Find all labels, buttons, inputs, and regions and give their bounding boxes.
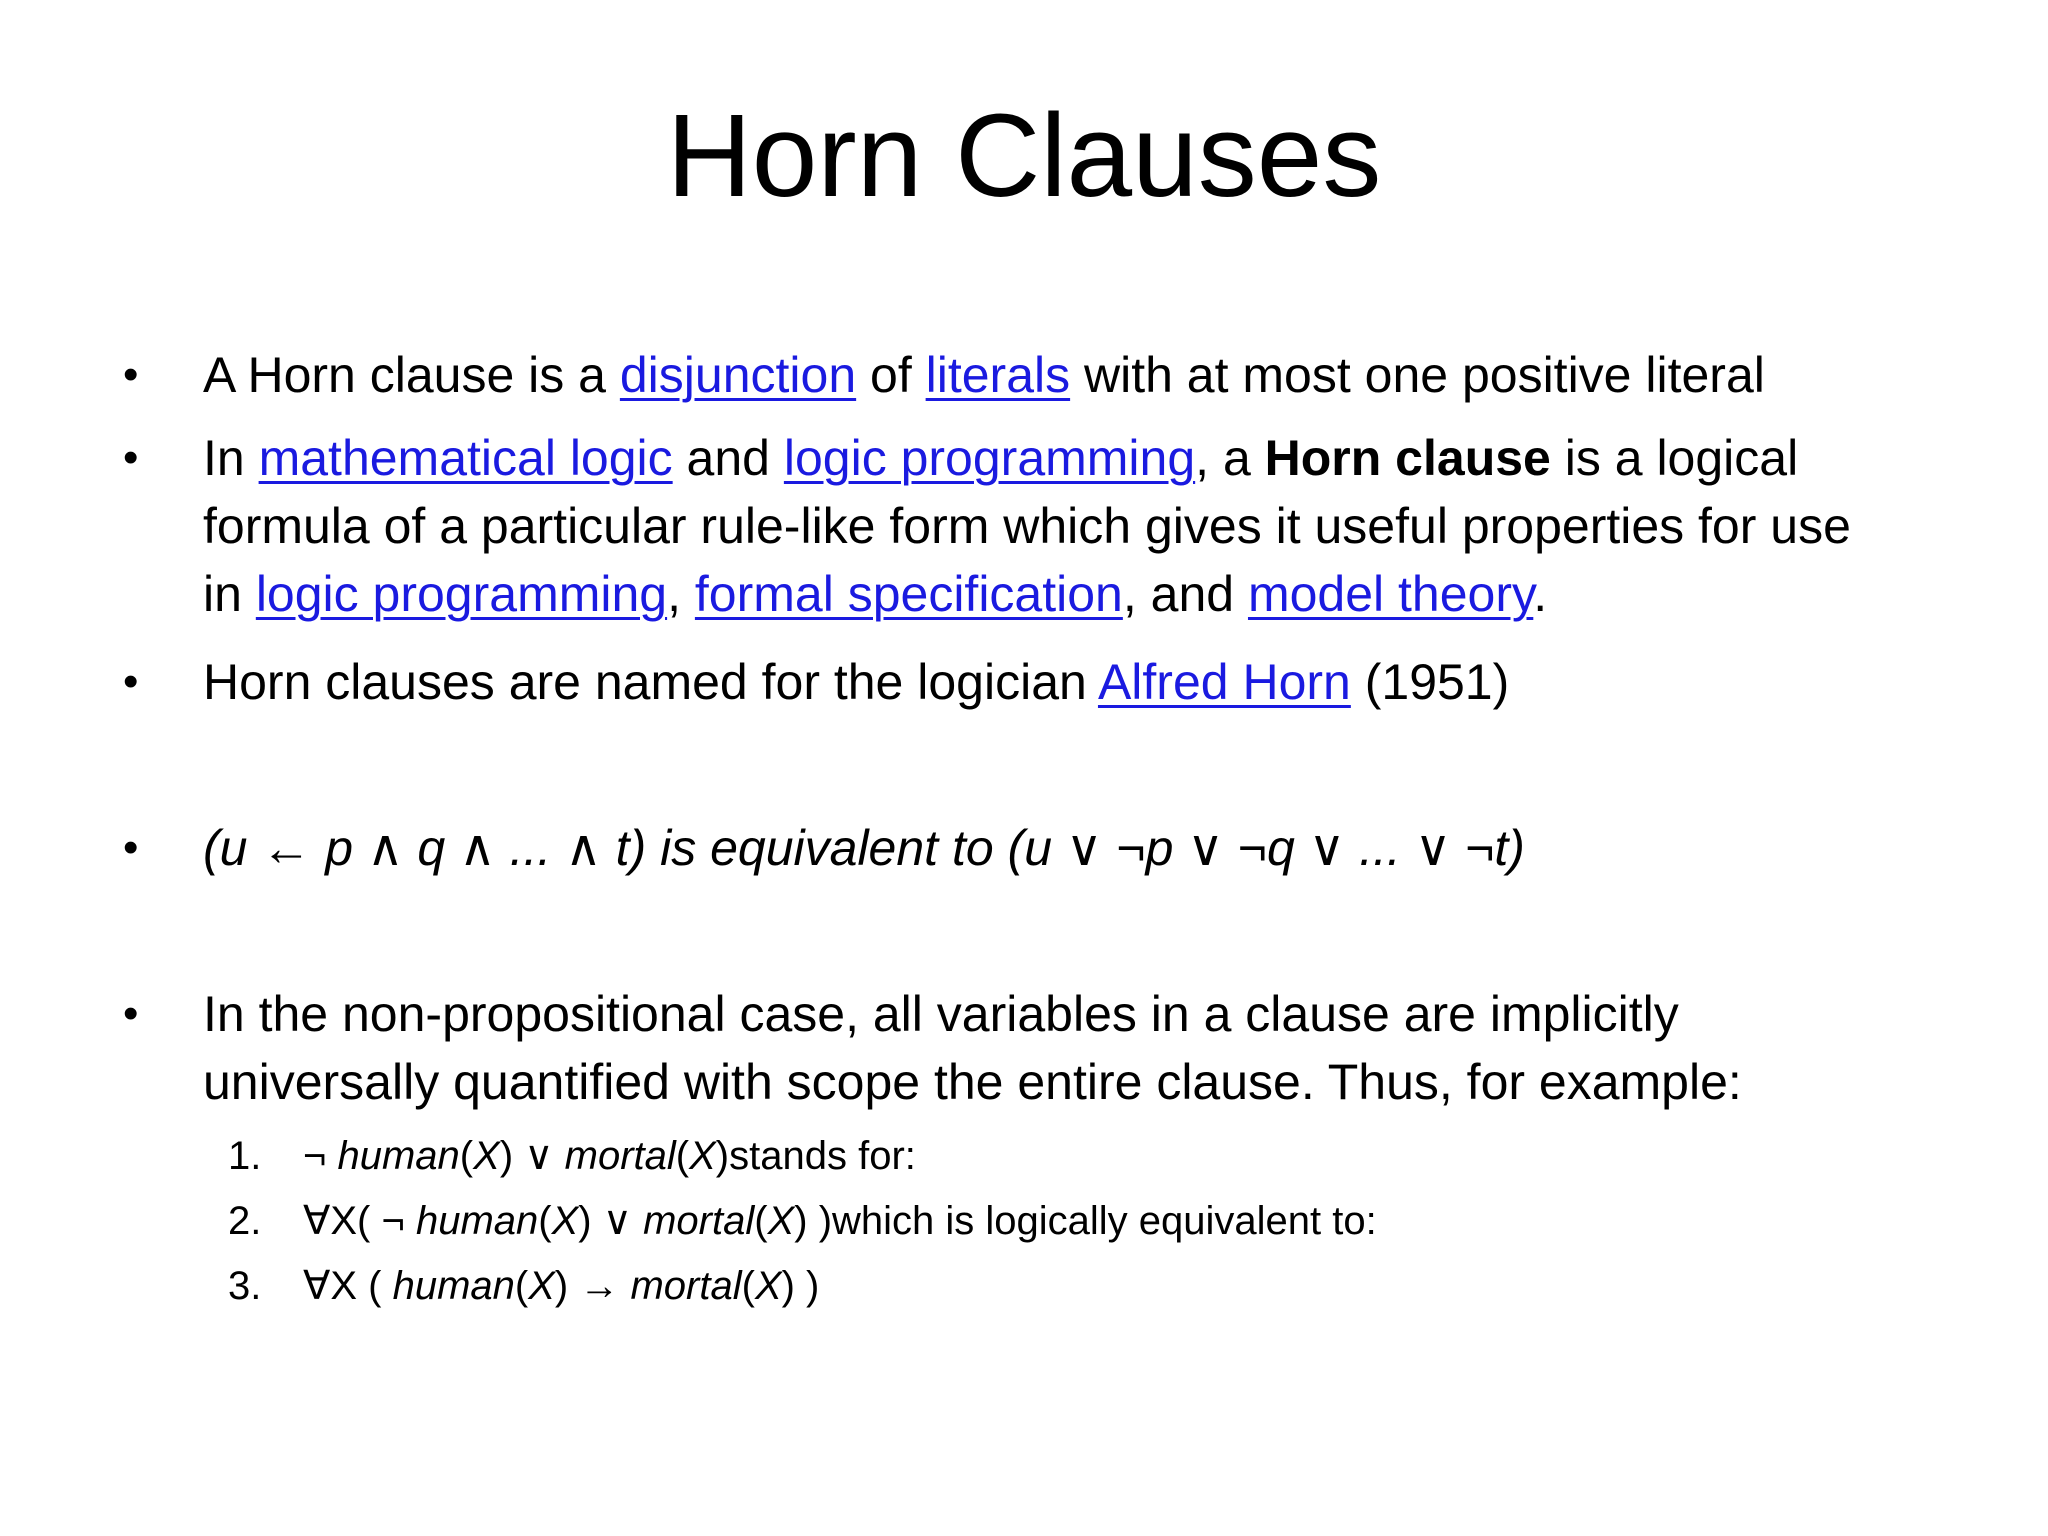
text: mortal <box>643 1199 755 1243</box>
text: . <box>1533 566 1548 622</box>
text: ∀X( ¬ <box>303 1199 416 1243</box>
text: ) ∨ <box>578 1199 644 1243</box>
bullet-item-4 <box>123 814 1903 882</box>
text: In the non-propositional case, all variables in a clause are implicitly universally quantified with scope the entire clause. Thus, for example: <box>203 986 1742 1110</box>
text: with at most one positive literal <box>1070 347 1765 403</box>
text: ( <box>459 1134 474 1178</box>
link-literals[interactable]: literals <box>925 347 1071 403</box>
text: mortal <box>564 1134 676 1178</box>
text: of <box>856 347 926 403</box>
text: ( <box>741 1264 755 1308</box>
bullet-item-3 <box>123 648 1903 716</box>
text: , and <box>1122 566 1248 622</box>
text: Horn clauses are named for the logician <box>203 654 1098 710</box>
item-number: 2. <box>228 1199 262 1243</box>
link-disjunction[interactable]: disjunction <box>619 347 857 403</box>
bullet-item-5 <box>123 980 1863 1116</box>
text: (1951) <box>1350 654 1510 710</box>
link-mathematical-logic[interactable]: mathematical logic <box>258 430 673 486</box>
numbered-item-3 <box>228 1256 1903 1316</box>
text: human <box>337 1134 460 1178</box>
text: In <box>203 430 259 486</box>
text: ) → <box>554 1264 631 1308</box>
bullet-dot: • <box>123 350 139 399</box>
link-logic-programming-2[interactable]: logic programming <box>255 566 668 622</box>
text: mortal <box>630 1264 742 1308</box>
link-model-theory[interactable]: model theory <box>1247 566 1534 622</box>
slide-title: Horn Clauses <box>666 90 1382 222</box>
bullet-dot: • <box>123 823 139 872</box>
text: A Horn clause is a <box>203 347 620 403</box>
bullet-item-1 <box>123 341 1903 409</box>
item-number: 1. <box>228 1134 262 1178</box>
text: is a logical formula of a particular rule-like form which gives it useful properties for use in <box>203 430 1851 622</box>
bullet-item-2 <box>123 424 1883 628</box>
text: ( <box>514 1264 529 1308</box>
text: , a <box>1195 430 1265 486</box>
text: ) )which is logically equivalent to: <box>794 1199 1377 1243</box>
text: human <box>415 1199 539 1243</box>
text: ) ) <box>781 1264 820 1308</box>
text: , <box>667 566 695 622</box>
text: X <box>473 1134 500 1178</box>
text: and <box>672 430 784 486</box>
text: X <box>528 1264 555 1308</box>
text: human <box>392 1264 515 1308</box>
formula-text: (u ← p ∧ q ∧ ... ∧ t) is equivalent to (u ∨ ¬p ∨ ¬q ∨ ... ∨ ¬t) <box>203 820 1525 876</box>
link-formal-specification[interactable]: formal specification <box>694 566 1123 622</box>
text: ∀X ( <box>303 1264 393 1308</box>
bullet-dot: • <box>123 657 139 706</box>
bullet-dot: • <box>123 433 139 482</box>
text: ( <box>675 1134 690 1178</box>
text: ( <box>538 1199 552 1243</box>
link-logic-programming[interactable]: logic programming <box>783 430 1196 486</box>
item-number: 3. <box>228 1264 262 1308</box>
text: ( <box>754 1199 768 1243</box>
numbered-item-1 <box>228 1126 1903 1186</box>
text: )stands for: <box>715 1134 916 1178</box>
text: X <box>767 1199 795 1243</box>
text: ) ∨ <box>499 1134 565 1178</box>
bullet-dot: • <box>123 989 139 1038</box>
text: X <box>551 1199 579 1243</box>
numbered-item-2 <box>228 1191 1903 1251</box>
text: ¬ <box>303 1134 338 1178</box>
bold-term: Horn clause <box>1264 430 1551 486</box>
text: X <box>689 1134 716 1178</box>
text: X <box>754 1264 782 1308</box>
link-alfred-horn[interactable]: Alfred Horn <box>1097 654 1351 710</box>
